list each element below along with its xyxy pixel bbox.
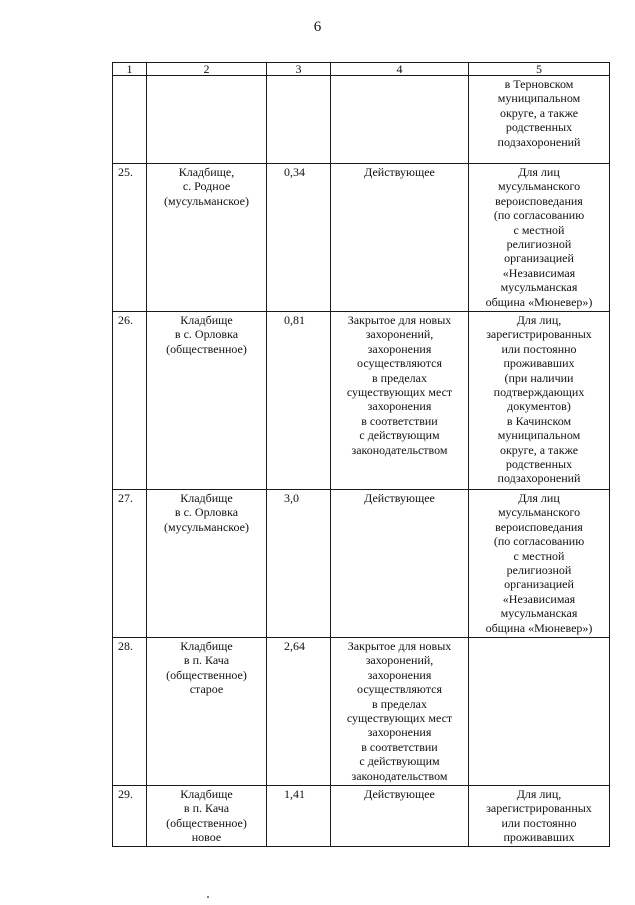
cemetery-name-line: Кладбище bbox=[180, 491, 233, 505]
notes-line: родственных bbox=[505, 120, 573, 135]
row-number-cell: 29. bbox=[113, 786, 147, 847]
status-line: Закрытое для новых bbox=[347, 639, 452, 653]
cemetery-name-line: (мусульманское) bbox=[164, 193, 249, 208]
cemetery-name-line: новое bbox=[191, 830, 222, 845]
status-line: осуществляются bbox=[357, 356, 442, 371]
cemetery-name-line: с. Родное bbox=[182, 179, 231, 194]
notes-line: документов) bbox=[507, 399, 571, 414]
table-row bbox=[113, 490, 610, 638]
notes-line: организацией bbox=[504, 577, 574, 592]
status-line: с действующим bbox=[359, 428, 440, 443]
notes-line: округе, а также bbox=[499, 105, 579, 120]
cemetery-name-cell bbox=[147, 312, 267, 490]
scan-speck bbox=[207, 896, 209, 898]
notes-line: мусульманского bbox=[497, 179, 581, 194]
cemetery-name-line: (мусульманское) bbox=[164, 519, 249, 534]
column-number-row bbox=[113, 63, 610, 76]
page-number: 6 bbox=[313, 19, 322, 35]
cemetery-name-cell bbox=[147, 76, 267, 164]
column-header-4: 4 bbox=[331, 63, 469, 76]
cemetery-name-cell bbox=[147, 786, 267, 847]
cemetery-table bbox=[112, 62, 610, 847]
column-header-5: 5 bbox=[469, 63, 610, 76]
area-cell bbox=[267, 76, 331, 164]
status-cell bbox=[331, 76, 469, 164]
status-line: захоронения bbox=[367, 667, 432, 682]
status-line: Закрытое для новых bbox=[347, 313, 452, 327]
column-header-3: 3 bbox=[267, 63, 331, 76]
cemetery-name-line: (общественное) bbox=[166, 667, 247, 682]
notes-line: Для лиц bbox=[518, 165, 560, 179]
status-cell bbox=[331, 490, 469, 638]
status-line: Действующее bbox=[364, 165, 435, 179]
notes-line: или постоянно bbox=[501, 341, 577, 356]
notes-line: организацией bbox=[504, 251, 574, 266]
status-line: в пределах bbox=[371, 370, 427, 385]
table-body bbox=[113, 76, 610, 847]
table-row bbox=[113, 786, 610, 847]
notes-line: или постоянно bbox=[501, 815, 577, 830]
notes-cell bbox=[469, 76, 610, 164]
notes-line: зарегистрированных bbox=[486, 327, 592, 342]
cemetery-name-line: Кладбище, bbox=[178, 165, 235, 179]
notes-line: Для лиц, bbox=[516, 313, 562, 327]
status-line: в пределах bbox=[371, 696, 427, 711]
notes-line: (по согласованию bbox=[493, 208, 585, 223]
cemetery-name-line: в п. Кача bbox=[183, 801, 230, 816]
area-cell: 3,0 bbox=[267, 490, 331, 638]
notes-line: с местной bbox=[513, 548, 565, 563]
status-line: существующих мест bbox=[346, 385, 453, 400]
table-row bbox=[113, 638, 610, 786]
notes-line: округе, а также bbox=[499, 442, 579, 457]
notes-line: зарегистрированных bbox=[486, 801, 592, 816]
notes-cell bbox=[469, 164, 610, 312]
notes-line: община «Мюневер») bbox=[485, 294, 593, 309]
notes-line: муниципальном bbox=[497, 428, 581, 443]
notes-line: подтверждающих bbox=[493, 385, 585, 400]
status-cell bbox=[331, 312, 469, 490]
cemetery-name-line: Кладбище bbox=[180, 787, 233, 801]
column-header-2: 2 bbox=[147, 63, 267, 76]
area-cell: 2,64 bbox=[267, 638, 331, 786]
notes-line: в Качинском bbox=[506, 413, 572, 428]
row-number-cell: 26. bbox=[113, 312, 147, 490]
status-line: в соответствии bbox=[361, 413, 438, 428]
cemetery-name-line: Кладбище bbox=[180, 313, 233, 327]
notes-line: (при наличии bbox=[504, 370, 574, 385]
status-line: захоронений, bbox=[365, 653, 434, 668]
cemetery-name-line: в с. Орловка bbox=[174, 327, 239, 342]
status-line: существующих мест bbox=[346, 711, 453, 726]
cemetery-name-line: в п. Кача bbox=[183, 653, 230, 668]
table-row bbox=[113, 164, 610, 312]
cemetery-name-line: в с. Орловка bbox=[174, 505, 239, 520]
table-row bbox=[113, 312, 610, 490]
notes-line: подзахоронений bbox=[497, 471, 581, 486]
column-header-1: 1 bbox=[113, 63, 147, 76]
area-cell: 0,34 bbox=[267, 164, 331, 312]
notes-line: вероисповедания bbox=[495, 519, 583, 534]
cemetery-name-cell bbox=[147, 490, 267, 638]
notes-line: родственных bbox=[505, 457, 573, 472]
status-line: захоронения bbox=[367, 399, 432, 414]
notes-line: мусульманская bbox=[500, 606, 578, 621]
cemetery-name-line: старое bbox=[189, 682, 224, 697]
status-line: Действующее bbox=[364, 787, 435, 801]
notes-line: мусульманская bbox=[500, 280, 578, 295]
notes-line: мусульманского bbox=[497, 505, 581, 520]
status-line: осуществляются bbox=[357, 682, 442, 697]
cemetery-name-cell bbox=[147, 164, 267, 312]
status-cell bbox=[331, 786, 469, 847]
notes-line: муниципальном bbox=[497, 91, 581, 106]
notes-line: (по согласованию bbox=[493, 534, 585, 549]
area-cell: 1,41 bbox=[267, 786, 331, 847]
notes-line: «Независимая bbox=[502, 265, 576, 280]
status-line: захоронения bbox=[367, 725, 432, 740]
notes-line: религиозной bbox=[506, 563, 572, 578]
notes-line: подзахоронений bbox=[497, 134, 581, 149]
table-row bbox=[113, 76, 610, 164]
notes-cell bbox=[469, 638, 610, 786]
notes-line: в Терновском bbox=[504, 77, 574, 91]
status-cell bbox=[331, 638, 469, 786]
cemetery-name-line: (общественное) bbox=[166, 341, 247, 356]
cemetery-name-line: (общественное) bbox=[166, 815, 247, 830]
row-number-cell: 28. bbox=[113, 638, 147, 786]
status-line: Действующее bbox=[364, 491, 435, 505]
notes-line: община «Мюневер») bbox=[485, 620, 593, 635]
notes-line: религиозной bbox=[506, 237, 572, 252]
notes-cell bbox=[469, 490, 610, 638]
notes-line: Для лиц, bbox=[516, 787, 562, 801]
notes-line: с местной bbox=[513, 222, 565, 237]
status-line: захоронения bbox=[367, 341, 432, 356]
row-number-cell: 27. bbox=[113, 490, 147, 638]
notes-cell bbox=[469, 786, 610, 847]
status-line: захоронений, bbox=[365, 327, 434, 342]
status-line: законодательством bbox=[351, 768, 448, 783]
cemetery-name-line: Кладбище bbox=[180, 639, 233, 653]
area-cell: 0,81 bbox=[267, 312, 331, 490]
cemetery-name-cell bbox=[147, 638, 267, 786]
status-cell bbox=[331, 164, 469, 312]
row-number-cell bbox=[113, 76, 147, 164]
notes-line: проживавших bbox=[503, 830, 575, 845]
notes-line: вероисповедания bbox=[495, 193, 583, 208]
notes-cell bbox=[469, 312, 610, 490]
status-line: в соответствии bbox=[361, 739, 438, 754]
row-number-cell: 25. bbox=[113, 164, 147, 312]
status-line: законодательством bbox=[351, 442, 448, 457]
notes-line: проживавших bbox=[503, 356, 575, 371]
notes-line: Для лиц bbox=[518, 491, 560, 505]
notes-line: «Независимая bbox=[502, 591, 576, 606]
status-line: с действующим bbox=[359, 754, 440, 769]
